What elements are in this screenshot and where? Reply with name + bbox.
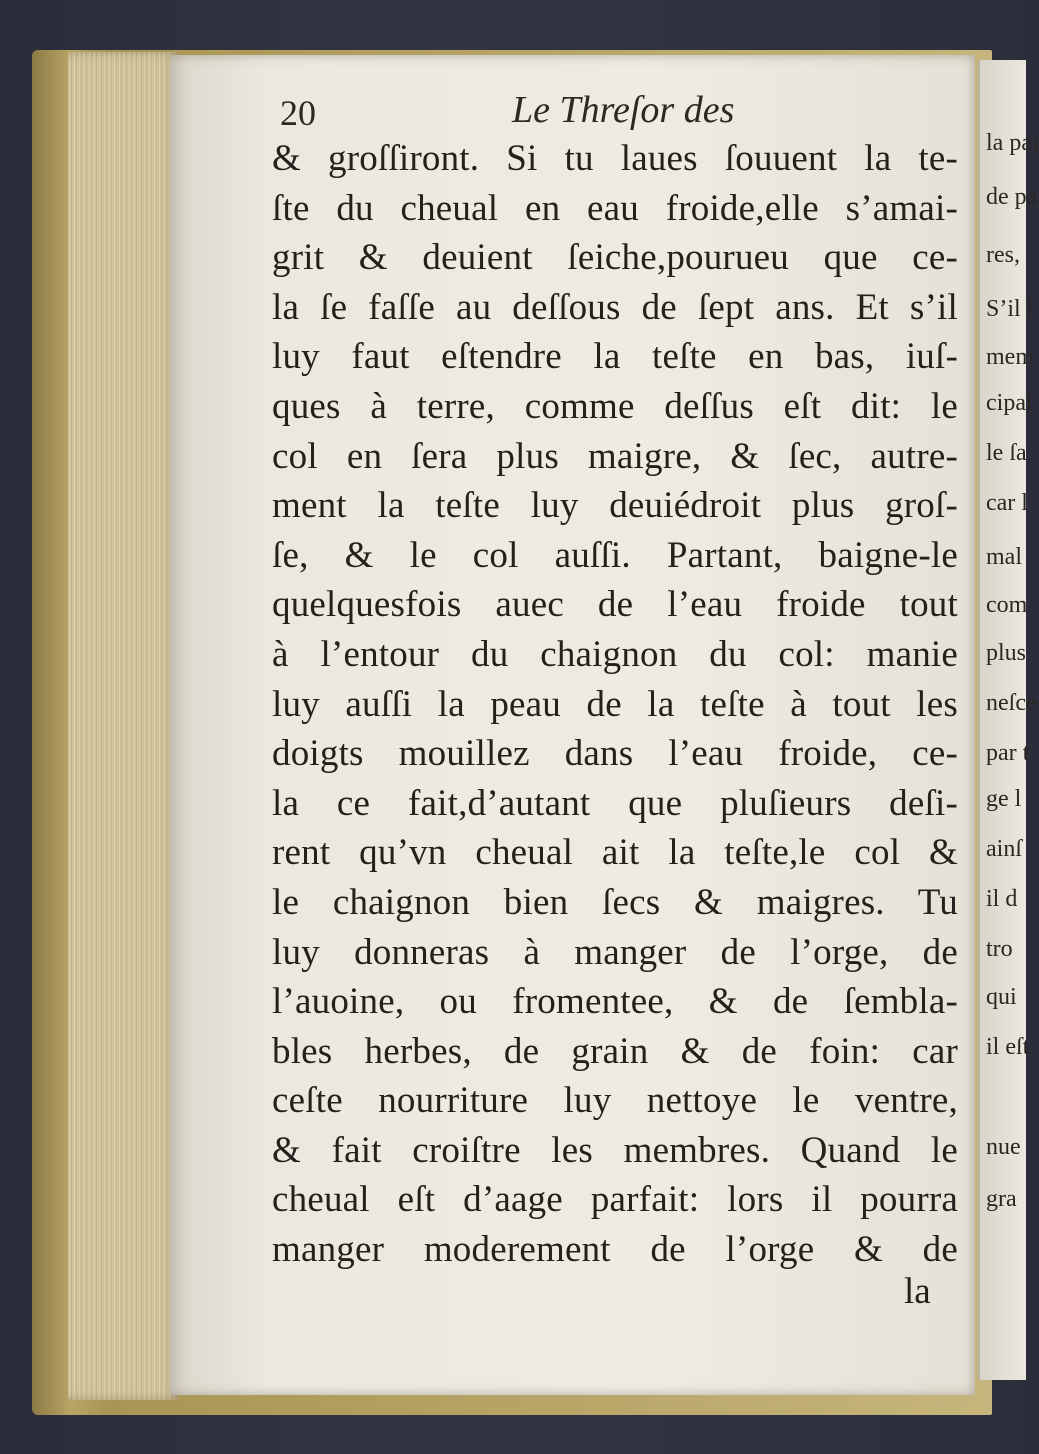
facing-page-fragment: neſce <box>986 690 1037 716</box>
text-line: & fait croiſtre les membres. Quand le <box>272 1129 958 1171</box>
text-line: bles herbes, de grain & de foin: car <box>272 1030 958 1072</box>
facing-page-fragment: qui <box>986 984 1017 1010</box>
text-line: ment la teſte luy deuiédroit plus groſ- <box>272 485 958 527</box>
catchword: la <box>904 1271 931 1312</box>
running-title: Le Threſor des <box>512 89 735 131</box>
facing-page-fragment: ge l <box>986 786 1022 812</box>
text-line: l’auoine, ou fromentee, & de ſembla- <box>272 981 958 1023</box>
facing-page-fragment: la pai <box>986 130 1039 156</box>
text-line: le chaignon bien ſecs & maigres. Tu <box>272 881 958 923</box>
facing-page-fragment: mal <box>986 544 1022 570</box>
facing-page-fragment: gra <box>986 1186 1017 1212</box>
facing-page-fragment: il d <box>986 886 1018 912</box>
text-line: ceſte nourriture luy nettoye le ventre, <box>272 1080 958 1122</box>
text-line: luy auſſi la peau de la teſte à tout les <box>272 683 958 725</box>
body-text <box>272 134 958 1275</box>
text-line: luy donneras à manger de l’orge, de <box>272 931 958 973</box>
facing-page-fragment: res, <box>986 242 1020 268</box>
text-line: ſte du cheual en eau froide,elle s’amai- <box>272 187 958 229</box>
page-edges <box>68 52 178 1400</box>
facing-page-fragment: de pa <box>986 184 1038 210</box>
facing-page-fragment: nue <box>986 1134 1021 1160</box>
facing-page-fragment: ainſ <box>986 836 1022 862</box>
text-line: & groſſiront. Si tu laues ſouuent la te- <box>272 138 958 179</box>
text-line: la ſe faſſe au deſſous de ſept ans. Et s’il <box>272 286 958 328</box>
text-line: cheual eſt d’aage parfait: lors il pourra <box>272 1179 958 1221</box>
facing-page-fragment: cipal <box>986 390 1033 416</box>
text-line: ques à terre, comme deſſus eſt dit: le <box>272 385 958 427</box>
facing-page-edge <box>978 60 1039 1380</box>
text-line: manger moderement de l’orge & de <box>272 1229 958 1271</box>
text-line: luy faut eſtendre la teſte en bas, iuſ- <box>272 336 958 378</box>
facing-page-fragment: par t <box>986 740 1030 766</box>
page-number: 20 <box>280 93 316 133</box>
facing-page-fragment: S’il l <box>986 296 1034 322</box>
text-line: col en ſera plus maigre, & ſec, autre- <box>272 435 958 477</box>
facing-page-fragment: tro <box>986 936 1013 962</box>
facing-page-fragment: mem <box>986 344 1034 370</box>
text-line: quelquesfois auec de l’eau froide tout <box>272 584 958 626</box>
facing-page-fragment: plus <box>986 640 1027 666</box>
facing-page-fragment: il eſt <box>986 1034 1030 1060</box>
facing-page-fragment: car l <box>986 490 1028 516</box>
facing-page-fragment: com <box>986 592 1028 618</box>
text-line: la ce fait,d’autant que pluſieurs deſi- <box>272 782 958 824</box>
text-line: doigts mouillez dans l’eau froide, ce- <box>272 733 958 775</box>
text-line: à l’entour du chaignon du col: manie <box>272 633 958 675</box>
facing-page-fragment: le ſa <box>986 440 1027 466</box>
text-line: ſe, & le col auſſi. Partant, baigne-le <box>272 534 958 576</box>
text-line: grit & deuient ſeiche,pourueu que ce- <box>272 237 958 279</box>
text-line: rent qu’vn cheual ait la teſte,le col & <box>272 832 958 874</box>
